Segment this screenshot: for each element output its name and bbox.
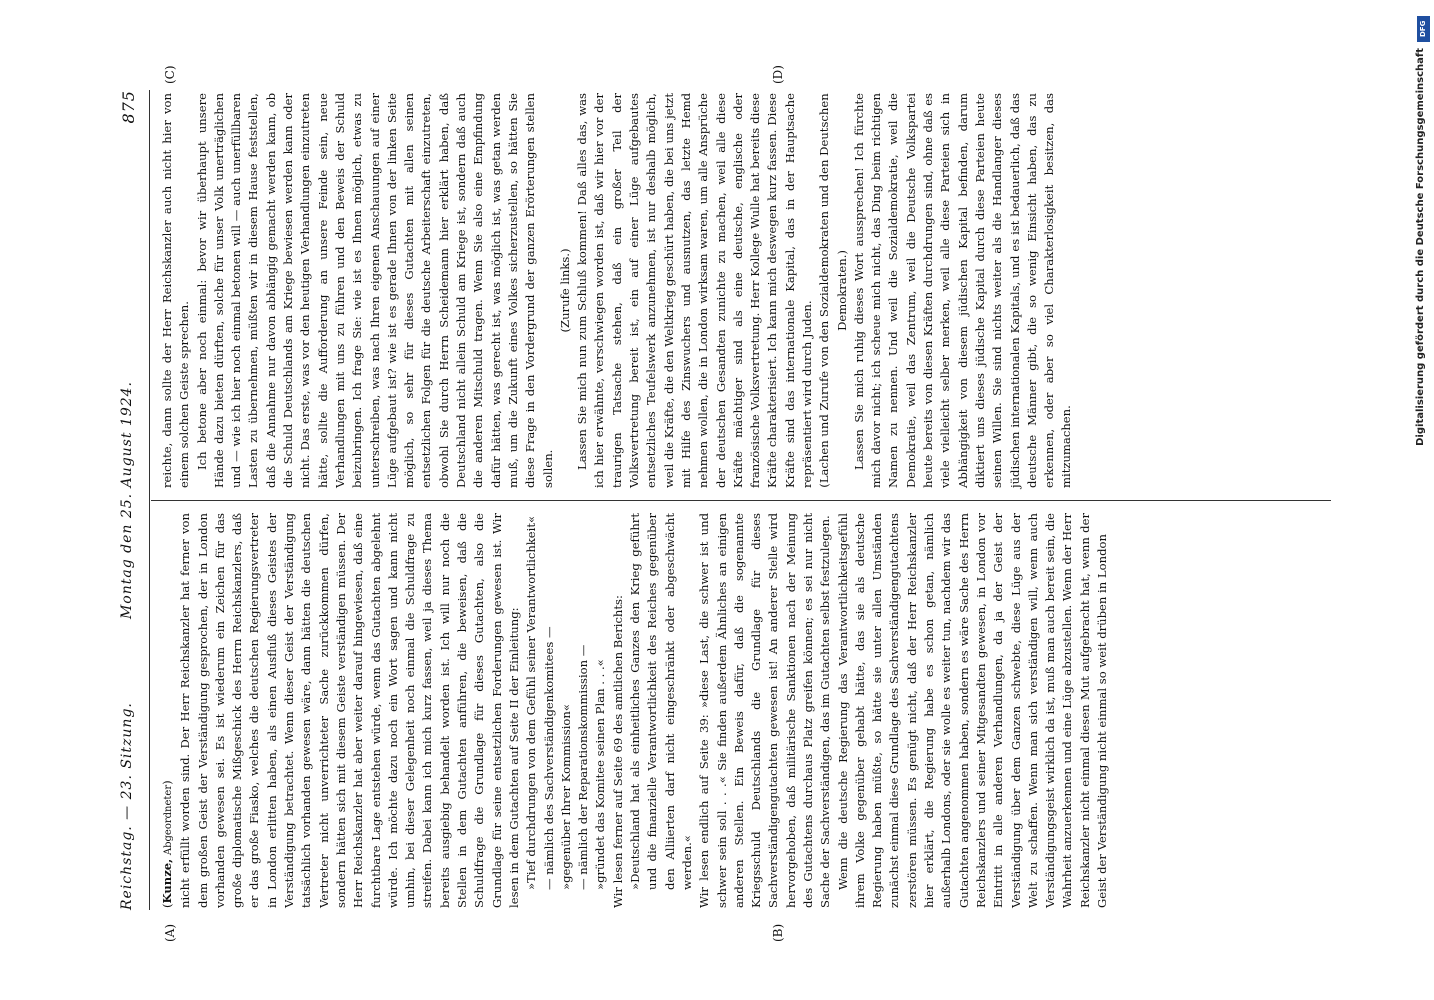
interjection: (Zurufe links.) (557, 248, 572, 333)
header-rule (149, 90, 150, 910)
speaker-line: (Kunze, Abgeordneter) (160, 780, 174, 908)
left-column (159, 513, 1111, 908)
paragraph: Wenn die deutsche Regierung das Verantwortlichkeitsgefühl ihrem Volke gegenüber gehabt hätte, das sie als deutsche Regierung haben müßte, so hätte sie unter allen Umständen zunächst einmal diese Grundlage des Sachverständigengutachtens zerstören müssen. Es genügt nicht, daß der Herr Reichskanzler hier erklärt, die Regierung habe es schon getan, nämlich außerhalb Londons, oder sie wolle es weiter tun, nachdem wir das Gutachten angenommen haben, sondern es wäre Sache des Herrn Reichskanzlers und seiner Mitgesandten gewesen, in London vor Eintritt in alle anderen Verhandlungen, da ja der Geist der Verständigung über dem Ganzen schwebte, diese Lüge aus der Welt zu schaffen. Wenn man sich verständigen will, wenn auch Verständigungsgeist wirklich da ist, muß man auch bereit sein, die Wahrheit anzuerkennen und eine Lüge abzustellen. Wenn der Herr Reichskanzler nicht einmal diesen Mut aufgebracht hat, wenn der Geist der Verständigung nicht einmal so weit drüben in London (835, 513, 1110, 908)
margin-marker-b: (B) (771, 923, 785, 942)
quote: »gegenüber Ihrer Kommission« (558, 704, 573, 890)
paragraph: nicht erfüllt worden sind. Der Herr Reichskanzler hat ferner von dem großen Geist der Verständigung gesprochen, der in London vorhanden gewesen sei. Es ist wiederum ein Zeichen für das große diplomatische Mißgeschick des Herrn Reichskanzlers, daß er das große Fiasko, welches die deutschen Regierungsvertreter in London erlitten haben, als einen Ausfluß dieses Geistes der Verständigung betrachtet. Wenn dieser Geist der Verständigung tatsächlich vorhanden gewesen wäre, dann hätten die deutschen Vertreter nicht unverrichteter Sache zurückkommen dürfen, sondern hätten sich mit diesem Geiste verständigen müssen. Der Herr Reichskanzler hat aber weiter darauf hingewiesen, daß eine furchtbare Lage entstehen würde, wenn das Gutachten abgelehnt würde. Ich möchte dazu noch ein Wort sagen und kann nicht umhin, bei dieser Gelegenheit noch einmal die Schuldfrage zu streifen. Dabei kann ich mich kurz fassen, weil ja dieses Thema bereits ausgiebig behandelt worden ist. Ich will nur noch die Stellen in dem Gutachten anführen, die beweisen, daß die Schuldfrage die Grundlage für dieses Gutachten, also die Grundlage für seine entsetzlichen Forderungen gewesen ist. Wir lesen in dem Gutachten auf Seite II der Einleitung: (178, 513, 521, 908)
interjection: — nämlich der Reparationskommission — (576, 644, 591, 890)
interjection: — nämlich des Sachverständigenkomitees — (541, 626, 556, 890)
interjection: (Lachen und Zurufe von den Sozialdemokraten und den Deutschen Demokraten.) (817, 93, 849, 488)
paragraph: reichte, dann sollte der Herr Reichskanzler auch nicht hier von einem solchen Geiste sprechen. (160, 93, 192, 488)
quote: »Deutschland hat als einheitliches Ganzes den Krieg geführt und die finanzielle Verantwortlichkeit des Reiches gegenüber den Alliierten darf nicht eingeschränkt oder abgeschwächt werden.« (628, 513, 694, 890)
quote: »Tief durchdrungen von dem Gefühl seiner Verantwortlichkeit« (524, 515, 539, 890)
page-header (119, 90, 143, 910)
margin-marker-a: (A) (163, 923, 177, 942)
right-column (159, 93, 1076, 488)
column-separator (151, 500, 1331, 501)
header-date: Montag den 25. August 1924. (119, 380, 135, 620)
margin-marker-c: (C) (163, 65, 177, 84)
speaker-role: Abgeordneter (163, 784, 174, 856)
page-number: 875 (119, 90, 138, 124)
speaker-name: Kunze, (160, 858, 174, 904)
paragraph: Ich betone aber noch einmal: bevor wir überhaupt unsere Hände dazu bieten dürften, solche für unser Volk unerträglichen und — wie ich hier noch einmal betonen will — auch unerfüllbaren Lasten zu übernehmen, müßten wir in diesem Hause feststellen, daß die Annahme nur davon abhängig gemacht werden kann, ob die Schuld Deutschlands am Kriege bewiesen werden kann oder nicht. Das erste, was vor den heutigen Verhandlungen einzutreten hätte, sollte die Aufforderung an unsere Feinde sein, neue Verhandlungen mit uns zu führen und den Beweis der Schuld beizubringen. Ich frage Sie: wie ist es Ihnen möglich, etwas zu unterschreiben, was nach Ihren eigenen Anschauungen auf einer Lüge aufgebaut ist? wie ist es gerade Ihnen von der linken Seite möglich, so sehr für dieses Gutachten mit allen seinen entsetzlichen Folgen für die deutsche Arbeiterschaft einzutreten, obwohl Sie durch Herrn Scheidemann hier erklärt haben, daß Deutschland nicht allein Schuld am Kriege ist, sondern daß auch die anderen Mitschuld tragen. Wenn Sie also eine Empfindung dafür hätten, was gerecht ist, was möglich ist, was getan werden muß, um die Zukunft eines Volkes sicherzustellen, so hätten Sie diese Frage in den Vordergrund der ganzen Erörterungen stellen sollen. (194, 93, 555, 488)
paragraph: Wir lesen endlich auf Seite 39: »diese Last, die schwer ist und schwer sein soll . . .« Sie finden außerdem Ähnliches an einigen anderen Stellen. Ein Beweis dafür, daß die sogenannte Kriegsschuld Deutschlands die Grundlage für dieses Sachverständigengutachten gewesen ist! An anderer Stelle wird hervorgehoben, daß militärische Sanktionen nach der Meinung des Gutachtens durchaus Platz greifen können; es sei nur nicht Sache der Sachverständigen, das im Gutachten selbst festzulegen. (697, 513, 833, 908)
paragraph: Wir lesen ferner auf Seite 69 des amtlichen Berichts: (610, 595, 625, 908)
margin-marker-d: (D) (771, 65, 785, 84)
header-session: Reichstag. — 23. Sitzung. (119, 702, 135, 910)
paragraph: Lassen Sie mich ruhig dieses Wort aussprechen! Ich fürchte mich davor nicht; ich scheue mich nicht, das Ding beim richtigen Namen zu nennen. Und weil die Sozialdemokratie, weil die Demokratie, weil das Zentrum, weil die Deutsche Volkspartei heute bereits von diesen Kräften durchdrungen sind, ohne daß es viele vielleicht selber merken, weil alle diese Parteien sich in Abhängigkeit von diesem jüdischen Kapital befinden, darum diktiert uns dieses jüdische Kapital durch diese Parteien heute seinen Willen. Sie sind nichts weiter als die Handlanger dieses jüdischen internationalen Kapitals, und es ist bedauerlich, daß das deutsche Männer gibt, die so wenig Einsicht haben, das zu erkennen, oder aber so viel Charakterlosigkeit besitzen, das mitzumachen. (851, 93, 1074, 488)
dfg-funding-note: Digitalisierung gefördert durch die Deutsche Forschungsgemeinschaft (1415, 48, 1426, 446)
document-page (71, 50, 1361, 950)
paragraph: Lassen Sie mich nun zum Schluß kommen! Daß alles das, was ich hier erwähnte, verschwiegen worden ist, daß wir hier vor der traurigen Tatsache stehen, daß ein großer Teil der Volksvertretung bereit ist, ein auf einer Lüge aufgebautes entsetzliches Teufelswerk anzunehmen, ist nur deshalb möglich, weil die Kräfte, die den Weltkrieg geschürt haben, die bei uns jetzt mit Hilfe des Zinswuchers und ausnutzen, das letzte Hemd nehmen wollen, die in London wirksam waren, um alle Ansprüche der deutschen Gesandten zunichte zu machen, weil alle diese Kräfte mächtiger sind als eine deutsche, englische oder französische Volksvertretung. Herr Kollege Wulle hat bereits diese Kräfte charakterisiert. Ich kann mich deswegen kurz fassen. Diese Kräfte sind das internationale Kapital, das in der Hauptsache repräsentiert wird durch Juden. (575, 93, 814, 488)
dfg-sidebar (1415, 8, 1433, 708)
quote: »gründet das Komitee seinen Plan . . .« (593, 659, 608, 890)
dfg-logo: DFG (1417, 16, 1430, 42)
